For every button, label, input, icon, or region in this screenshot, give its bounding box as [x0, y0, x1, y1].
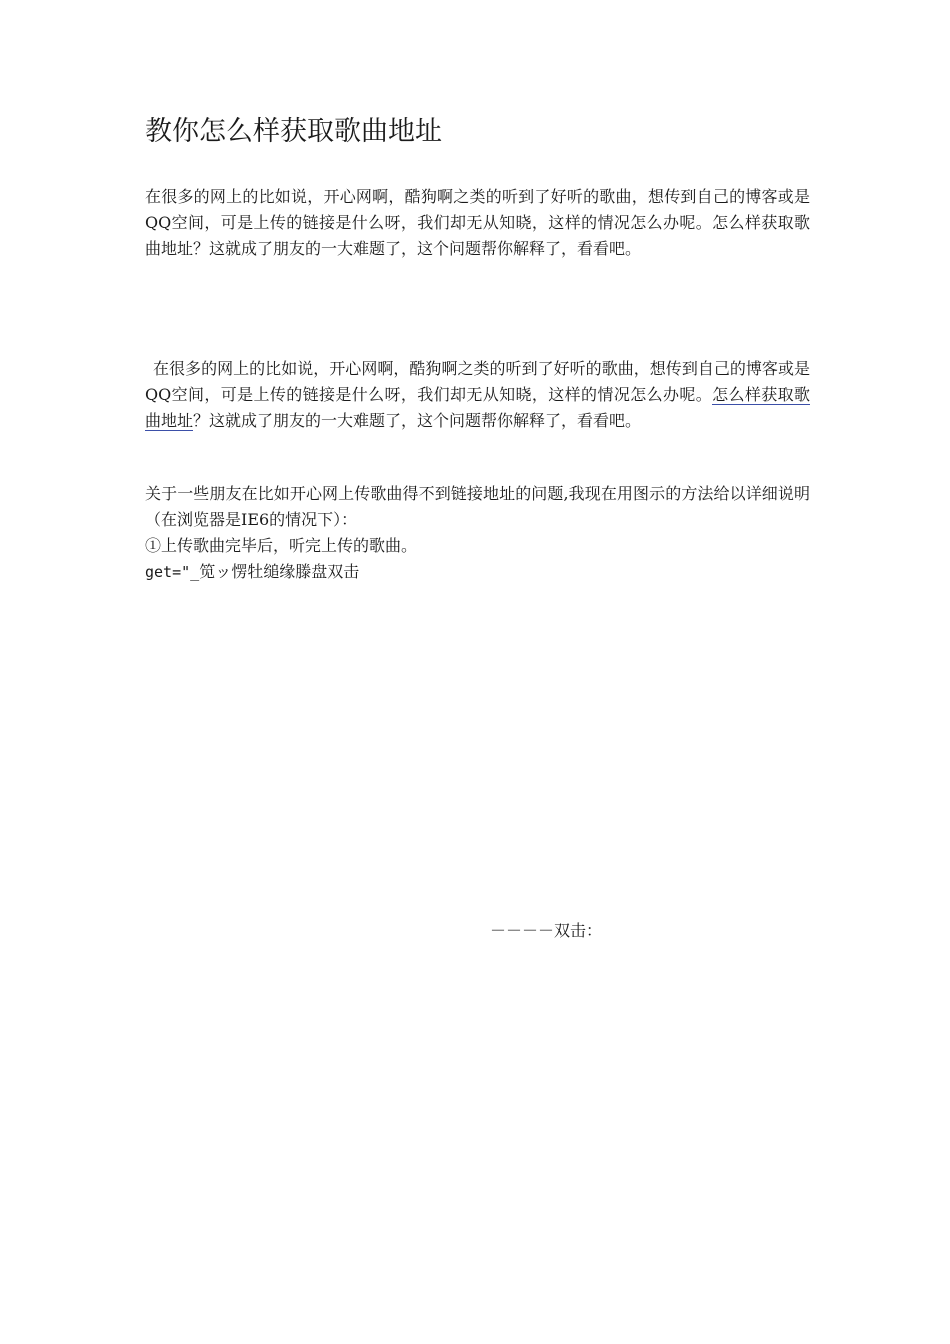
explanation-paragraph: 关于一些朋友在比如开心网上传歌曲得不到链接地址的问题,我现在用图示的方法给以详细说明（在浏览器是IE6的情况下）：: [145, 484, 810, 529]
intro-paragraph: 在很多的网上的比如说，开心网啊，酷狗啊之类的听到了好听的歌曲，想传到自己的博客或是QQ空间，可是上传的链接是什么呀，我们却无从知晓，这样的情况怎么办呢。怎么样获取歌曲地址？这就成了朋友的一大难题了，这个问题帮你解释了，看看吧。: [145, 187, 810, 258]
repeat-paragraph-after-link: ？这就成了朋友的一大难题了，这个问题帮你解释了，看看吧。: [193, 411, 642, 430]
song-address-link[interactable]: 怎么样获取歌曲地址: [145, 385, 810, 430]
repeat-paragraph-before-link: 在很多的网上的比如说，开心网啊，酷狗啊之类的听到了好听的歌曲，想传到自己的博客或是QQ空间，可是上传的链接是什么呀，我们却无从知晓，这样的情况怎么办呢。: [145, 359, 810, 404]
garbled-text: 笕ッ愣牡缒缘滕盘双击: [199, 562, 360, 581]
garbled-text-line: [145, 559, 359, 585]
repeat-paragraph: [145, 356, 810, 434]
document-title: 教你怎么样获取歌曲地址: [145, 116, 442, 147]
dash-caption: －－－－双击：: [490, 921, 603, 940]
step-1-text: ①上传歌曲完毕后，听完上传的歌曲。: [145, 536, 418, 555]
garbled-prefix: get="_: [145, 563, 200, 581]
